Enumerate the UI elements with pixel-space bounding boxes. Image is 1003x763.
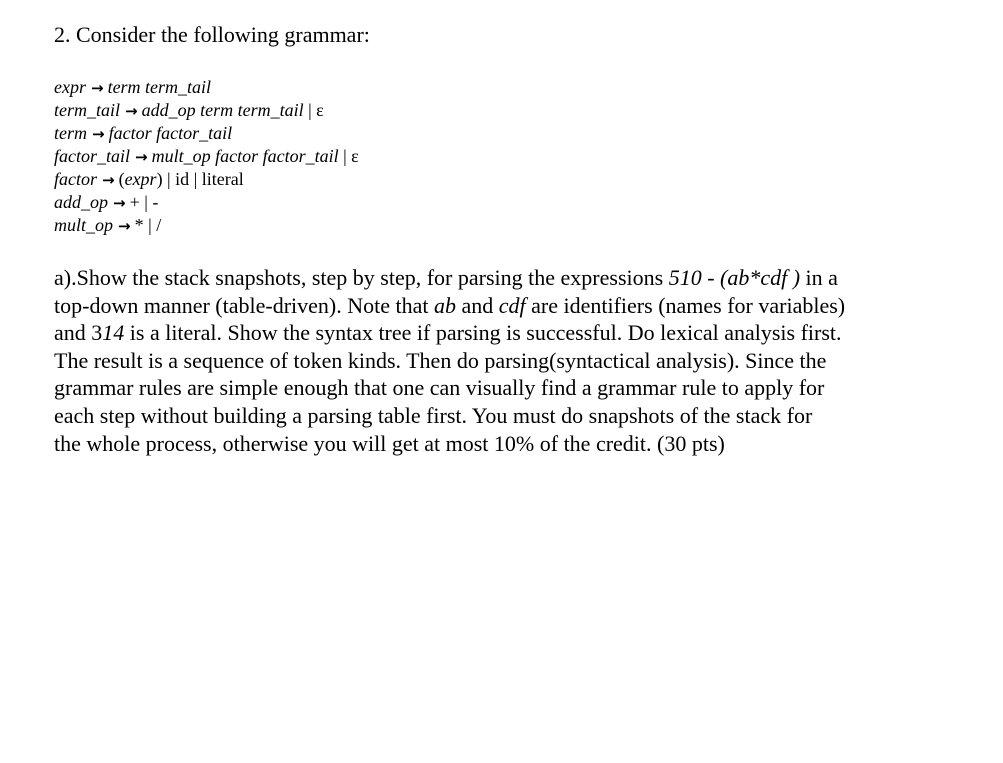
question-line [54, 319, 934, 347]
rule-rhs: term term_tail [107, 77, 212, 97]
question-text: top-down manner (table-driven). Note that [54, 292, 434, 318]
literal-number: 14 [102, 320, 125, 346]
question-text: and [455, 292, 499, 318]
grammar-rule [54, 214, 359, 237]
arrow-icon: → [118, 217, 131, 235]
grammar-rule [54, 122, 359, 145]
question-line [54, 402, 934, 430]
question-number: 2. [54, 22, 71, 47]
question-heading [54, 22, 370, 48]
question-body [54, 264, 934, 457]
arrow-icon: → [135, 148, 148, 166]
question-line [54, 264, 934, 292]
rule-rhs-alt: ) | id | literal [156, 169, 244, 189]
rule-rhs-alt: | ε [303, 100, 324, 120]
example-expression: 510 - (ab*cdf ) [668, 265, 801, 290]
arrow-icon: → [113, 194, 126, 212]
rule-lhs: factor [54, 169, 97, 189]
arrow-icon: → [125, 102, 138, 120]
grammar-rule [54, 145, 359, 168]
rule-rhs-alt: + | - [129, 192, 159, 212]
question-text: in a [800, 265, 838, 290]
question-text: are identifiers (names for variables) [525, 292, 846, 318]
grammar-rule [54, 168, 359, 191]
arrow-icon: → [90, 79, 104, 97]
rule-rhs: factor factor_tail [108, 123, 233, 143]
rule-lhs: expr [54, 77, 86, 97]
question-text: grammar rules are simple enough that one can visually find a grammar rule to apply for [54, 375, 825, 401]
question-text: and 3 [54, 320, 103, 346]
rule-rhs: add_op term term_tail [141, 100, 304, 120]
grammar-rule [54, 99, 359, 122]
question-text: each step without building a parsing table first. You must do snapshots of the stack for [54, 402, 813, 428]
question-line [54, 292, 934, 320]
rule-lhs: factor_tail [54, 146, 130, 166]
question-text: a).Show the stack snapshots, step by step, for parsing the expressions [54, 265, 669, 290]
question-line [54, 374, 934, 402]
rule-lhs: term [54, 123, 87, 143]
grammar-rule [54, 191, 359, 214]
identifier-cdf: cdf [498, 292, 526, 318]
arrow-icon: → [102, 171, 115, 189]
rule-rhs-alt: * | / [134, 215, 162, 235]
grammar-rule [54, 76, 359, 99]
rule-rhs: expr [124, 169, 157, 189]
rule-lhs: add_op [54, 192, 108, 212]
question-line [54, 347, 934, 375]
rule-lhs: mult_op [54, 215, 114, 235]
rule-lhs: term_tail [54, 100, 120, 120]
question-text: The result is a sequence of token kinds. Then do parsing(syntactical analysis). Since the [54, 347, 827, 373]
rule-rhs: mult_op factor factor_tail [151, 146, 339, 166]
question-text: is a literal. Show the syntax tree if parsing is successful. Do lexical analysis first. [124, 320, 842, 346]
rule-rhs-alt: | ε [338, 146, 359, 166]
rule-rhs-paren: ( [118, 169, 125, 189]
question-text: the whole process, otherwise you will get at most 10% of the credit. (30 pts) [54, 430, 725, 456]
grammar-rules [54, 76, 359, 237]
arrow-icon: → [92, 125, 105, 143]
heading-text: Consider the following grammar: [76, 22, 370, 47]
identifier-ab: ab [433, 292, 456, 318]
question-line [54, 430, 934, 458]
